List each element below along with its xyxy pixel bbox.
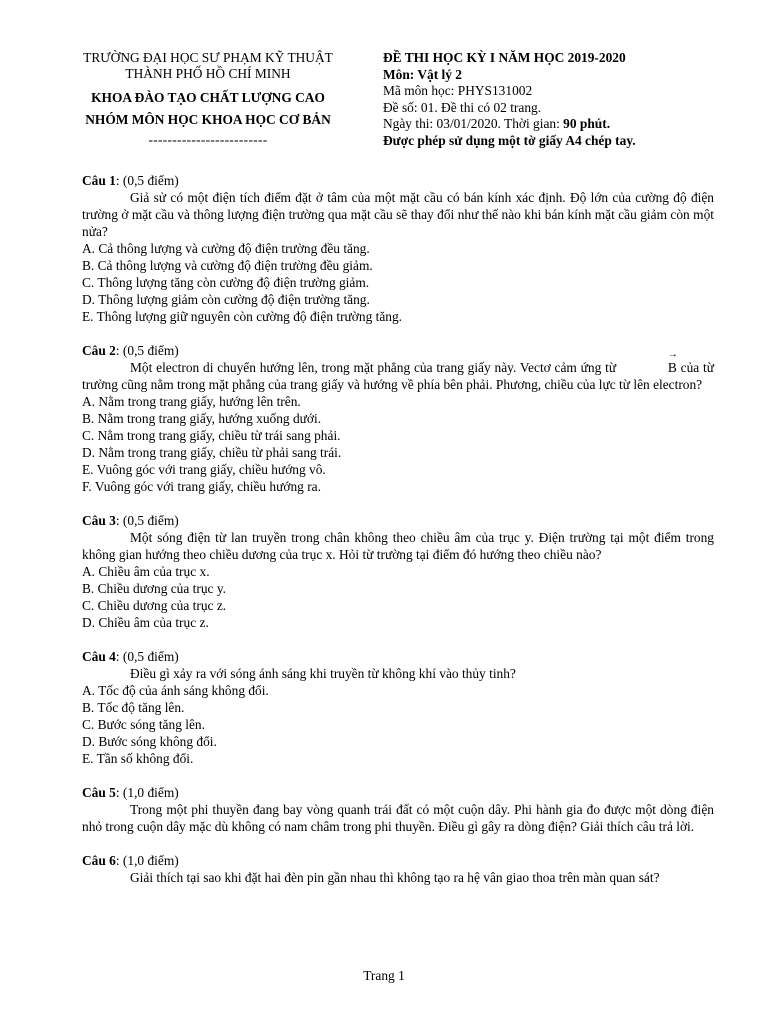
exam-date: Ngày thi: 03/01/2020. Thời gian: bbox=[383, 116, 564, 131]
question-label: Câu 4 bbox=[82, 649, 116, 664]
exam-duration: 90 phút. bbox=[563, 116, 611, 131]
option: E. Vuông góc với trang giấy, chiều hướng vô. bbox=[82, 462, 326, 477]
option: A. Nằm trong trang giấy, hướng lên trên. bbox=[82, 394, 301, 409]
institution-block bbox=[68, 50, 348, 148]
option: D. Bước sóng không đổi. bbox=[82, 734, 217, 749]
option: F. Vuông góc với trang giấy, chiều hướng ra. bbox=[82, 479, 321, 494]
faculty-name: KHOA ĐÀO TẠO CHẤT LƯỢNG CAO bbox=[91, 90, 325, 105]
exam-header bbox=[0, 50, 768, 150]
question-label: Câu 5 bbox=[82, 785, 116, 800]
option: D. Thông lượng giảm còn cường độ điện trường tăng. bbox=[82, 292, 370, 307]
question-4 bbox=[82, 648, 714, 767]
option: A. Tốc độ của ánh sáng không đổi. bbox=[82, 683, 269, 698]
exam-info-block bbox=[383, 50, 723, 149]
question-label: Câu 2 bbox=[82, 343, 116, 358]
question-points: : (0,5 điểm) bbox=[115, 343, 179, 358]
option: C. Bước sóng tăng lên. bbox=[82, 717, 205, 732]
option: A. Cả thông lượng và cường độ điện trường đều tăng. bbox=[82, 241, 370, 256]
option: B. Tốc độ tăng lên. bbox=[82, 700, 185, 715]
option: C. Nằm trong trang giấy, chiều từ trái sang phải. bbox=[82, 428, 341, 443]
question-points: : (0,5 điểm) bbox=[115, 649, 179, 664]
question-label: Câu 6 bbox=[82, 853, 116, 868]
university-name: TRƯỜNG ĐẠI HỌC SƯ PHẠM KỸ THUẬT bbox=[83, 50, 333, 65]
header-divider: ------------------------- bbox=[148, 132, 268, 147]
exam-title: ĐỀ THI HỌC KỲ I NĂM HỌC 2019-2020 bbox=[383, 50, 626, 65]
question-heading bbox=[82, 784, 714, 801]
question-text: Trong một phi thuyền đang bay vòng quanh trái đất có một cuộn dây. Phi hành gia đo được một dòng điện nhỏ trong cuộn dây mặc dù không có nam châm trong phi thuyền. Điều gì gây ra dòng điện? Giải thích câu trả lời. bbox=[82, 802, 714, 834]
question-points: : (0,5 điểm) bbox=[115, 513, 179, 528]
exam-subject: Môn: Vật lý 2 bbox=[383, 66, 462, 82]
vector-b-symbol: → B bbox=[620, 359, 677, 376]
question-1 bbox=[82, 172, 714, 325]
option: C. Chiều dương của trục z. bbox=[82, 598, 227, 613]
question-heading bbox=[82, 852, 714, 869]
question-text bbox=[82, 359, 714, 393]
exam-date-line bbox=[383, 116, 723, 133]
option: A. Chiều âm của trục x. bbox=[82, 564, 210, 579]
question-label: Câu 1 bbox=[82, 173, 116, 188]
question-5 bbox=[82, 784, 714, 835]
question-text: Giả sử có một điện tích điểm đặt ở tâm của một mặt cầu có bán kính xác định. Độ lớn của cường độ điện trường ở mặt cầu và thông lượng điện trường qua mặt cầu sẽ thay đổi như thế nào khi bán kính mặt cầu giảm còn một nửa? bbox=[82, 190, 714, 239]
course-code: Mã môn học: PHYS131002 bbox=[383, 83, 533, 98]
question-heading bbox=[82, 512, 714, 529]
exam-number: Đề số: 01. Đề thi có 02 trang. bbox=[383, 99, 542, 115]
question-points: : (0,5 điểm) bbox=[115, 173, 179, 188]
option: C. Thông lượng tăng còn cường độ điện trường giảm. bbox=[82, 275, 370, 290]
city-name: THÀNH PHỐ HỒ CHÍ MINH bbox=[125, 65, 291, 81]
exam-body bbox=[82, 172, 714, 903]
question-text: Một sóng điện từ lan truyền trong chân không theo chiều âm của trục y. Điện trường tại một điểm trong không gian hướng theo chiều dương của trục x. Hỏi từ trường tại điểm đó hướng theo chiều nào? bbox=[82, 530, 714, 562]
question-points: : (1,0 điểm) bbox=[115, 853, 179, 868]
question-text: Giải thích tại sao khi đặt hai đèn pin gần nhau thì không tạo ra hệ vân giao thoa trên màn quan sát? bbox=[130, 870, 660, 885]
group-name: NHÓM MÔN HỌC KHOA HỌC CƠ BẢN bbox=[85, 111, 331, 127]
option: E. Tần số không đổi. bbox=[82, 751, 194, 766]
page-number: Trang 1 bbox=[363, 968, 405, 983]
question-label: Câu 3 bbox=[82, 513, 116, 528]
question-text-part: Một electron di chuyển hướng lên, trong mặt phẳng của trang giấy này. Vectơ cảm ứng từ bbox=[130, 360, 620, 375]
question-heading bbox=[82, 172, 714, 189]
question-points: : (1,0 điểm) bbox=[115, 785, 179, 800]
question-6 bbox=[82, 852, 714, 886]
option: B. Cả thông lượng và cường độ điện trường đều giảm. bbox=[82, 258, 373, 273]
question-2 bbox=[82, 342, 714, 495]
exam-note: Được phép sử dụng một tờ giấy A4 chép tay. bbox=[383, 132, 636, 148]
option: D. Chiều âm của trục z. bbox=[82, 615, 209, 630]
question-heading bbox=[82, 648, 714, 665]
question-text-part: của từ trường cũng nằm trong mặt phẳng của trang giấy và hướng về phía bên phải. Phương, chiều của lực từ lên electron? bbox=[82, 360, 714, 392]
option: E. Thông lượng giữ nguyên còn cường độ điện trường tăng. bbox=[82, 309, 403, 324]
option: B. Chiều dương của trục y. bbox=[82, 581, 227, 596]
question-text: Điều gì xảy ra với sóng ánh sáng khi truyền từ không khí vào thủy tinh? bbox=[130, 666, 516, 681]
option: B. Nằm trong trang giấy, hướng xuống dưới. bbox=[82, 411, 322, 426]
option: D. Nằm trong trang giấy, chiều từ phải sang trái. bbox=[82, 445, 342, 460]
question-3 bbox=[82, 512, 714, 631]
